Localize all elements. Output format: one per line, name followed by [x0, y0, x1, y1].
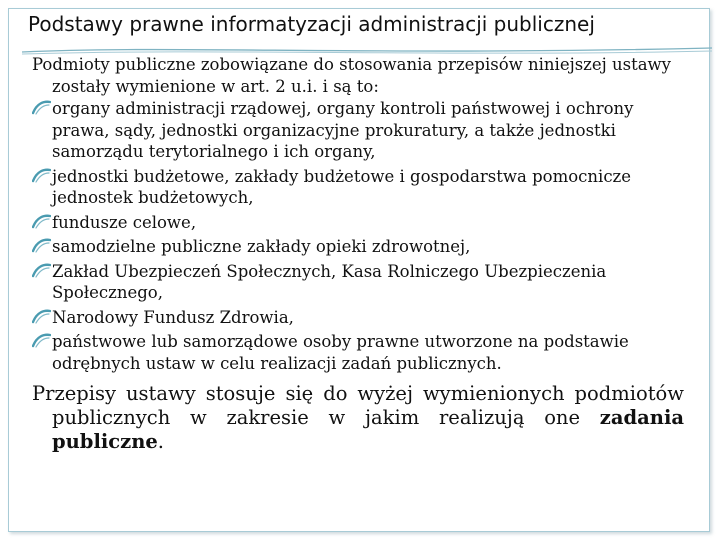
list-item — [32, 331, 684, 374]
swoosh-bullet-icon — [32, 213, 51, 230]
closing-bold-text: zadania publiczne — [52, 406, 684, 453]
list-item-text: fundusze celowe, — [52, 212, 197, 232]
list-item-text: organy administracji rządowej, organy kontroli państwowej i ochrony prawa, sądy, jednostki organizacyjne prokuratury, a także jednostki samorządu terytorialnego i ich organy, — [52, 99, 634, 161]
swoosh-bullet-icon — [32, 237, 51, 254]
list-item — [32, 212, 684, 234]
swoosh-bullet-icon — [32, 167, 51, 184]
list-item-text: samodzielne publiczne zakłady opieki zdrowotnej, — [52, 237, 471, 256]
list-item — [32, 236, 684, 258]
swoosh-bullet-icon — [32, 308, 51, 325]
list-item — [32, 261, 684, 304]
swoosh-bullet-icon — [32, 262, 51, 279]
list-item-text: państwowe lub samorządowe osoby prawne utworzone na podstawie odrębnych ustaw w celu realizacji zadań publicznych. — [52, 332, 629, 373]
slide-body — [32, 54, 684, 454]
closing-paragraph — [32, 382, 684, 454]
entity-list — [32, 98, 684, 374]
intro-paragraph: Podmioty publiczne zobowiązane do stosowania przepisów niniejszej ustawy zostały wymienione w art. 2 u.i. i są to: — [32, 55, 672, 96]
swoosh-bullet-icon — [32, 99, 51, 116]
slide-title: Podstawy prawne informatyzacji administracji publicznej — [28, 12, 595, 36]
list-item — [32, 166, 684, 209]
list-item-text: Narodowy Fundusz Zdrowia, — [52, 307, 294, 327]
closing-text: Przepisy ustawy stosuje się do wyżej wymienionych podmiotów publicznych w zakresie w jakim realizują one — [32, 382, 684, 429]
swoosh-bullet-icon — [32, 332, 51, 349]
list-item — [32, 98, 684, 163]
closing-end: . — [157, 430, 164, 453]
list-item-text: Zakład Ubezpieczeń Społecznych, Kasa Rolniczego Ubezpieczenia Społecznego, — [52, 261, 607, 302]
list-item-text: jednostki budżetowe, zakłady budżetowe i gospodarstwa pomocnicze jednostek budżetowych, — [52, 166, 632, 207]
list-item — [32, 307, 684, 329]
